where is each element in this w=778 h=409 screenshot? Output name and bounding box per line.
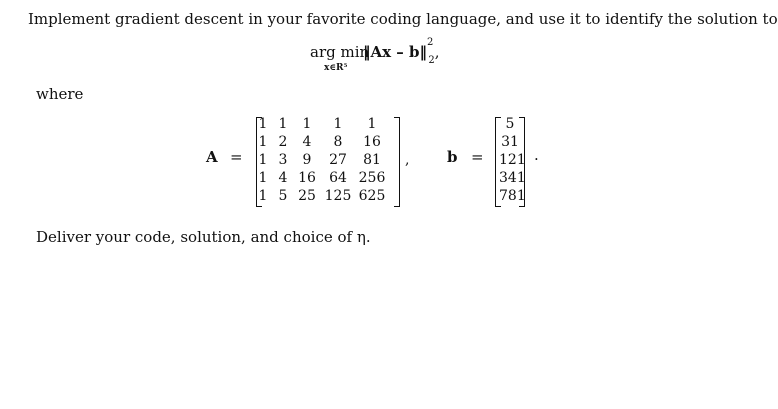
matrix-a-cell: 81 xyxy=(363,152,381,168)
vector-b-cell: 341 xyxy=(499,170,526,186)
vector-b-cell: 31 xyxy=(501,134,519,150)
objective-comma: , xyxy=(434,43,440,61)
matrix-a-cell: 4 xyxy=(278,170,288,186)
matrix-a-label: A xyxy=(206,148,218,166)
matrix-a-cell: 625 xyxy=(358,188,386,204)
vector-b-cell: 5 xyxy=(505,116,515,132)
matrix-a-cell: 1 xyxy=(258,152,268,168)
matrix-a-cell: 16 xyxy=(363,134,381,150)
vector-b-period: . xyxy=(534,146,539,164)
deliver-instruction: Deliver your code, solution, and choice of η. xyxy=(36,228,371,246)
matrix-a-cell: 1 xyxy=(258,116,268,132)
matrix-a-cell: 4 xyxy=(302,134,312,150)
matrix-a-cell: 2 xyxy=(278,134,288,150)
argmin-label: arg min xyxy=(310,43,370,61)
objective-norm xyxy=(363,37,440,66)
matrix-a-cell: 1 xyxy=(258,188,268,204)
matrix-a-cell: 64 xyxy=(329,170,347,186)
norm-power: 2 xyxy=(427,37,434,48)
matrix-a-cell: 1 xyxy=(278,116,288,132)
matrix-a-right-bracket xyxy=(394,117,400,207)
matrix-a-cell: 8 xyxy=(333,134,343,150)
matrix-a-cell: 5 xyxy=(278,188,288,204)
matrix-a-cell: 1 xyxy=(258,134,268,150)
matrix-a-cell: 27 xyxy=(329,152,347,168)
problem-statement: Implement gradient descent in your favorite coding language, and use it to identify the solution to xyxy=(28,10,778,28)
vector-b-cell: 781 xyxy=(499,188,526,204)
matrix-a-cell: 16 xyxy=(298,170,316,186)
matrix-a-equals: = xyxy=(230,148,243,166)
matrix-a-cell: 25 xyxy=(298,188,316,204)
matrix-a-cell: 1 xyxy=(258,170,268,186)
argmin-operator xyxy=(310,43,370,73)
matrix-a-cell: 1 xyxy=(333,116,343,132)
vector-b-label: b xyxy=(447,148,458,166)
matrix-a-comma: , xyxy=(405,152,410,168)
argmin-subscript: x∈R⁵ xyxy=(324,63,348,73)
norm-index: 2 xyxy=(428,55,435,66)
vector-b-equals: = xyxy=(471,148,484,166)
matrix-a-cell: 1 xyxy=(367,116,377,132)
matrix-a-cell: 1 xyxy=(302,116,312,132)
matrix-a-cell: 125 xyxy=(324,188,352,204)
norm-expression: ‖Ax – b‖ xyxy=(363,43,428,61)
where-text: where xyxy=(36,85,84,103)
vector-b-cell: 121 xyxy=(499,152,526,168)
matrix-a-cell: 9 xyxy=(302,152,312,168)
matrix-a-cell: 3 xyxy=(278,152,288,168)
matrix-a-cell: 256 xyxy=(358,170,386,186)
